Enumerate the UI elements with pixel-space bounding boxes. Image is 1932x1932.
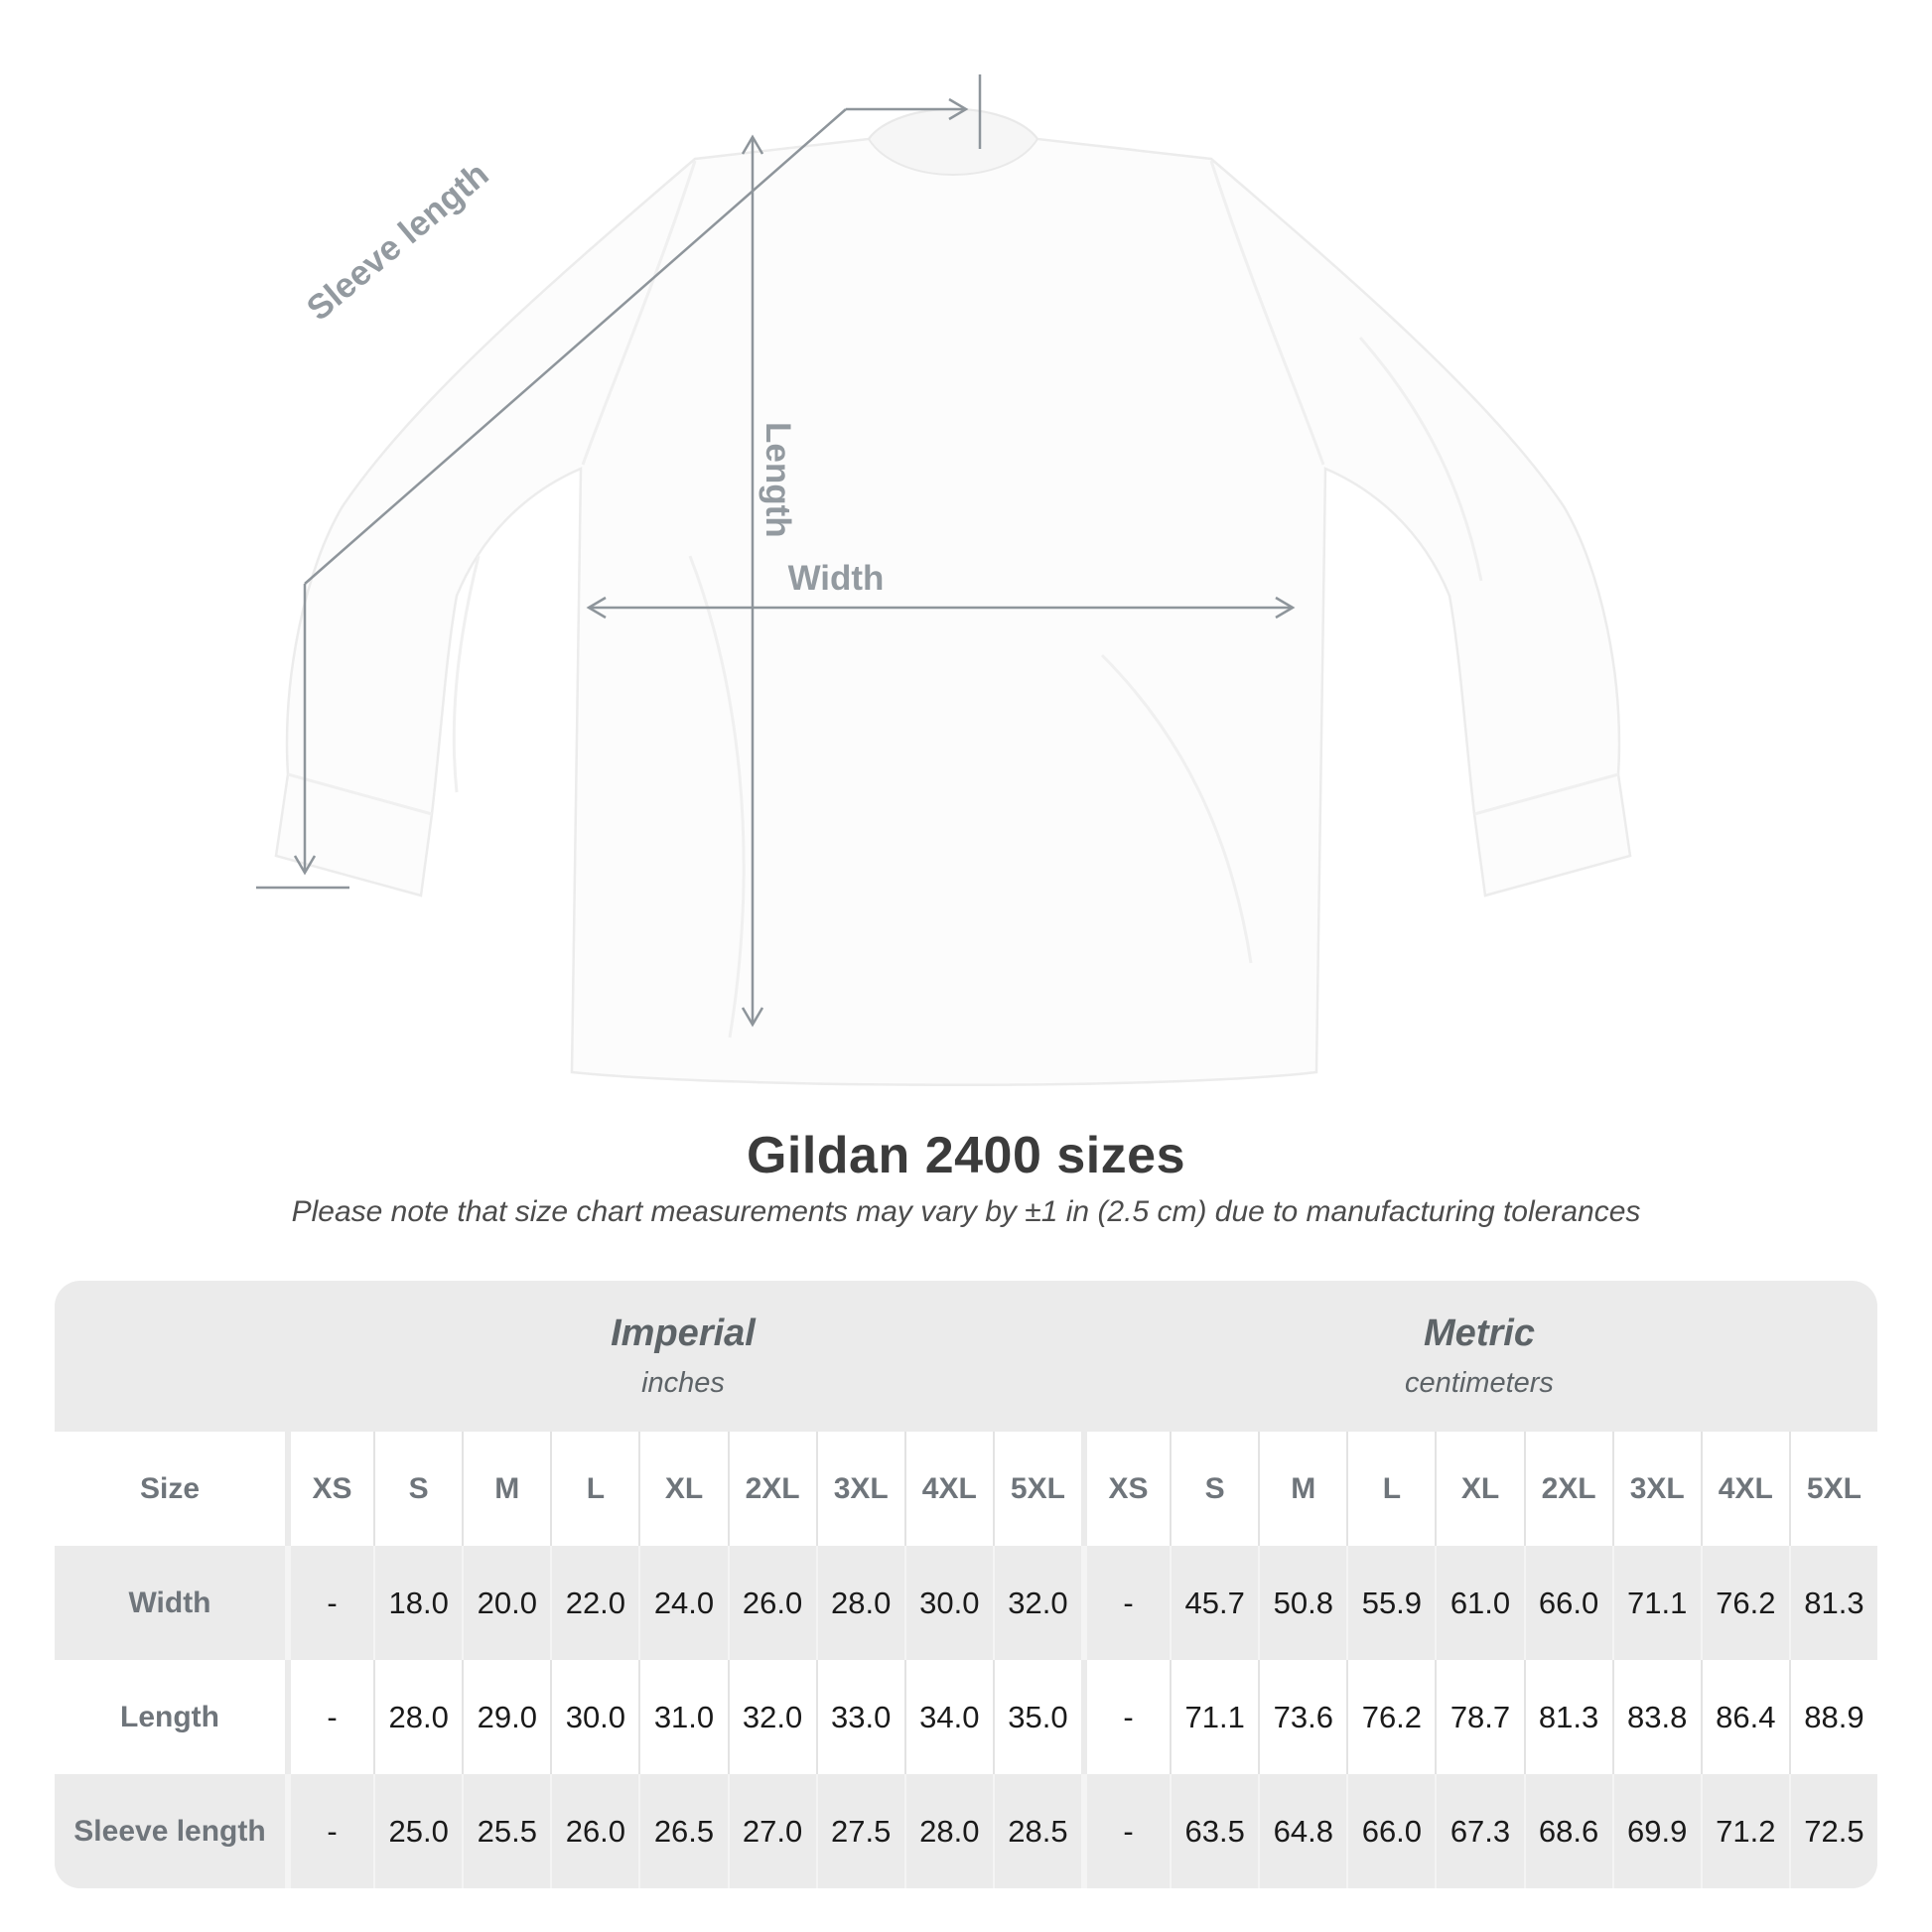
size-header-cell: 3XL: [816, 1432, 904, 1546]
value-cell: 28.5: [993, 1774, 1081, 1888]
size-header-cell: XL: [1435, 1432, 1523, 1546]
value-cell: 26.5: [638, 1774, 727, 1888]
value-cell: 81.3: [1524, 1660, 1612, 1774]
value-cell: 73.6: [1258, 1660, 1346, 1774]
size-header-cell: M: [1258, 1432, 1346, 1546]
size-header-cell: XS: [285, 1432, 373, 1546]
unit-group-imperial-name: Imperial: [611, 1312, 756, 1354]
size-header-cell: 4XL: [1701, 1432, 1789, 1546]
value-cell: 30.0: [550, 1660, 638, 1774]
size-table: [55, 1281, 1877, 1888]
size-header-cell: S: [1170, 1432, 1258, 1546]
unit-group-metric-name: Metric: [1424, 1312, 1535, 1354]
row-label: Width: [128, 1586, 211, 1619]
value-cell: 22.0: [550, 1546, 638, 1660]
value-cell: 67.3: [1435, 1774, 1523, 1888]
page-subtitle: Please note that size chart measurements may vary by ±1 in (2.5 cm) due to manufacturing tolerances: [291, 1195, 1641, 1228]
value-cell: 28.0: [904, 1774, 993, 1888]
value-cell: 26.0: [550, 1774, 638, 1888]
unit-group-imperial: [285, 1281, 1081, 1432]
value-cell: 88.9: [1789, 1660, 1877, 1774]
value-cell: 69.9: [1612, 1774, 1701, 1888]
value-cell: 28.0: [373, 1660, 462, 1774]
table-row-sleeve-length: [55, 1774, 1877, 1888]
units-header-row: [55, 1281, 1877, 1432]
value-cell: 68.6: [1524, 1774, 1612, 1888]
value-cell: 31.0: [638, 1660, 727, 1774]
value-cell: 27.0: [728, 1774, 816, 1888]
value-cell: 78.7: [1435, 1660, 1523, 1774]
size-header-cell: 3XL: [1612, 1432, 1701, 1546]
sleeve-length-label: Sleeve length: [299, 154, 496, 329]
size-header-cell: XL: [638, 1432, 727, 1546]
shirt-measurement-diagram: [129, 40, 1807, 1102]
value-cell: 71.1: [1170, 1660, 1258, 1774]
value-cell: 81.3: [1789, 1546, 1877, 1660]
value-cell: 33.0: [816, 1660, 904, 1774]
row-label: Length: [120, 1700, 219, 1733]
value-cell: -: [285, 1546, 373, 1660]
value-cell: 83.8: [1612, 1660, 1701, 1774]
value-cell: 32.0: [993, 1546, 1081, 1660]
size-header-cell: XS: [1081, 1432, 1170, 1546]
value-cell: -: [1081, 1546, 1170, 1660]
value-cell: -: [1081, 1774, 1170, 1888]
value-cell: 66.0: [1346, 1774, 1435, 1888]
size-header-label: Size: [139, 1471, 201, 1505]
page-title: Gildan 2400 sizes: [746, 1127, 1186, 1184]
value-cell: 27.5: [816, 1774, 904, 1888]
size-header-cell: 2XL: [1524, 1432, 1612, 1546]
value-cell: 26.0: [728, 1546, 816, 1660]
value-cell: -: [1081, 1660, 1170, 1774]
value-cell: 63.5: [1170, 1774, 1258, 1888]
value-cell: 71.1: [1612, 1546, 1701, 1660]
units-header-spacer: [55, 1281, 285, 1432]
value-cell: 34.0: [904, 1660, 993, 1774]
value-cell: 45.7: [1170, 1546, 1258, 1660]
value-cell: 35.0: [993, 1660, 1081, 1774]
size-header-cell: M: [462, 1432, 550, 1546]
size-header-cell: S: [373, 1432, 462, 1546]
size-header-cell: L: [1346, 1432, 1435, 1546]
value-cell: 28.0: [816, 1546, 904, 1660]
value-cell: 24.0: [638, 1546, 727, 1660]
table-row-width: [55, 1546, 1877, 1660]
length-label: Length: [759, 422, 797, 538]
value-cell: -: [285, 1774, 373, 1888]
size-header-row: [55, 1432, 1877, 1546]
size-header-cell: 2XL: [728, 1432, 816, 1546]
value-cell: 20.0: [462, 1546, 550, 1660]
value-cell: 76.2: [1346, 1660, 1435, 1774]
size-header-cell: 4XL: [904, 1432, 993, 1546]
value-cell: 32.0: [728, 1660, 816, 1774]
value-cell: 72.5: [1789, 1774, 1877, 1888]
value-cell: 30.0: [904, 1546, 993, 1660]
value-cell: 18.0: [373, 1546, 462, 1660]
value-cell: 71.2: [1701, 1774, 1789, 1888]
size-header-cell: 5XL: [993, 1432, 1081, 1546]
value-cell: 55.9: [1346, 1546, 1435, 1660]
value-cell: 61.0: [1435, 1546, 1523, 1660]
value-cell: -: [285, 1660, 373, 1774]
value-cell: 64.8: [1258, 1774, 1346, 1888]
unit-group-metric: [1081, 1281, 1877, 1432]
width-label: Width: [787, 559, 885, 598]
value-cell: 50.8: [1258, 1546, 1346, 1660]
value-cell: 86.4: [1701, 1660, 1789, 1774]
size-header-cell: L: [550, 1432, 638, 1546]
value-cell: 25.0: [373, 1774, 462, 1888]
shirt-illustration: [276, 109, 1630, 1085]
value-cell: 76.2: [1701, 1546, 1789, 1660]
unit-group-metric-unit: centimeters: [1405, 1367, 1554, 1399]
table-row-length: [55, 1660, 1877, 1774]
value-cell: 29.0: [462, 1660, 550, 1774]
unit-group-imperial-unit: inches: [641, 1367, 725, 1399]
value-cell: 25.5: [462, 1774, 550, 1888]
value-cell: 66.0: [1524, 1546, 1612, 1660]
size-header-cell: 5XL: [1789, 1432, 1877, 1546]
row-label: Sleeve length: [73, 1814, 266, 1848]
